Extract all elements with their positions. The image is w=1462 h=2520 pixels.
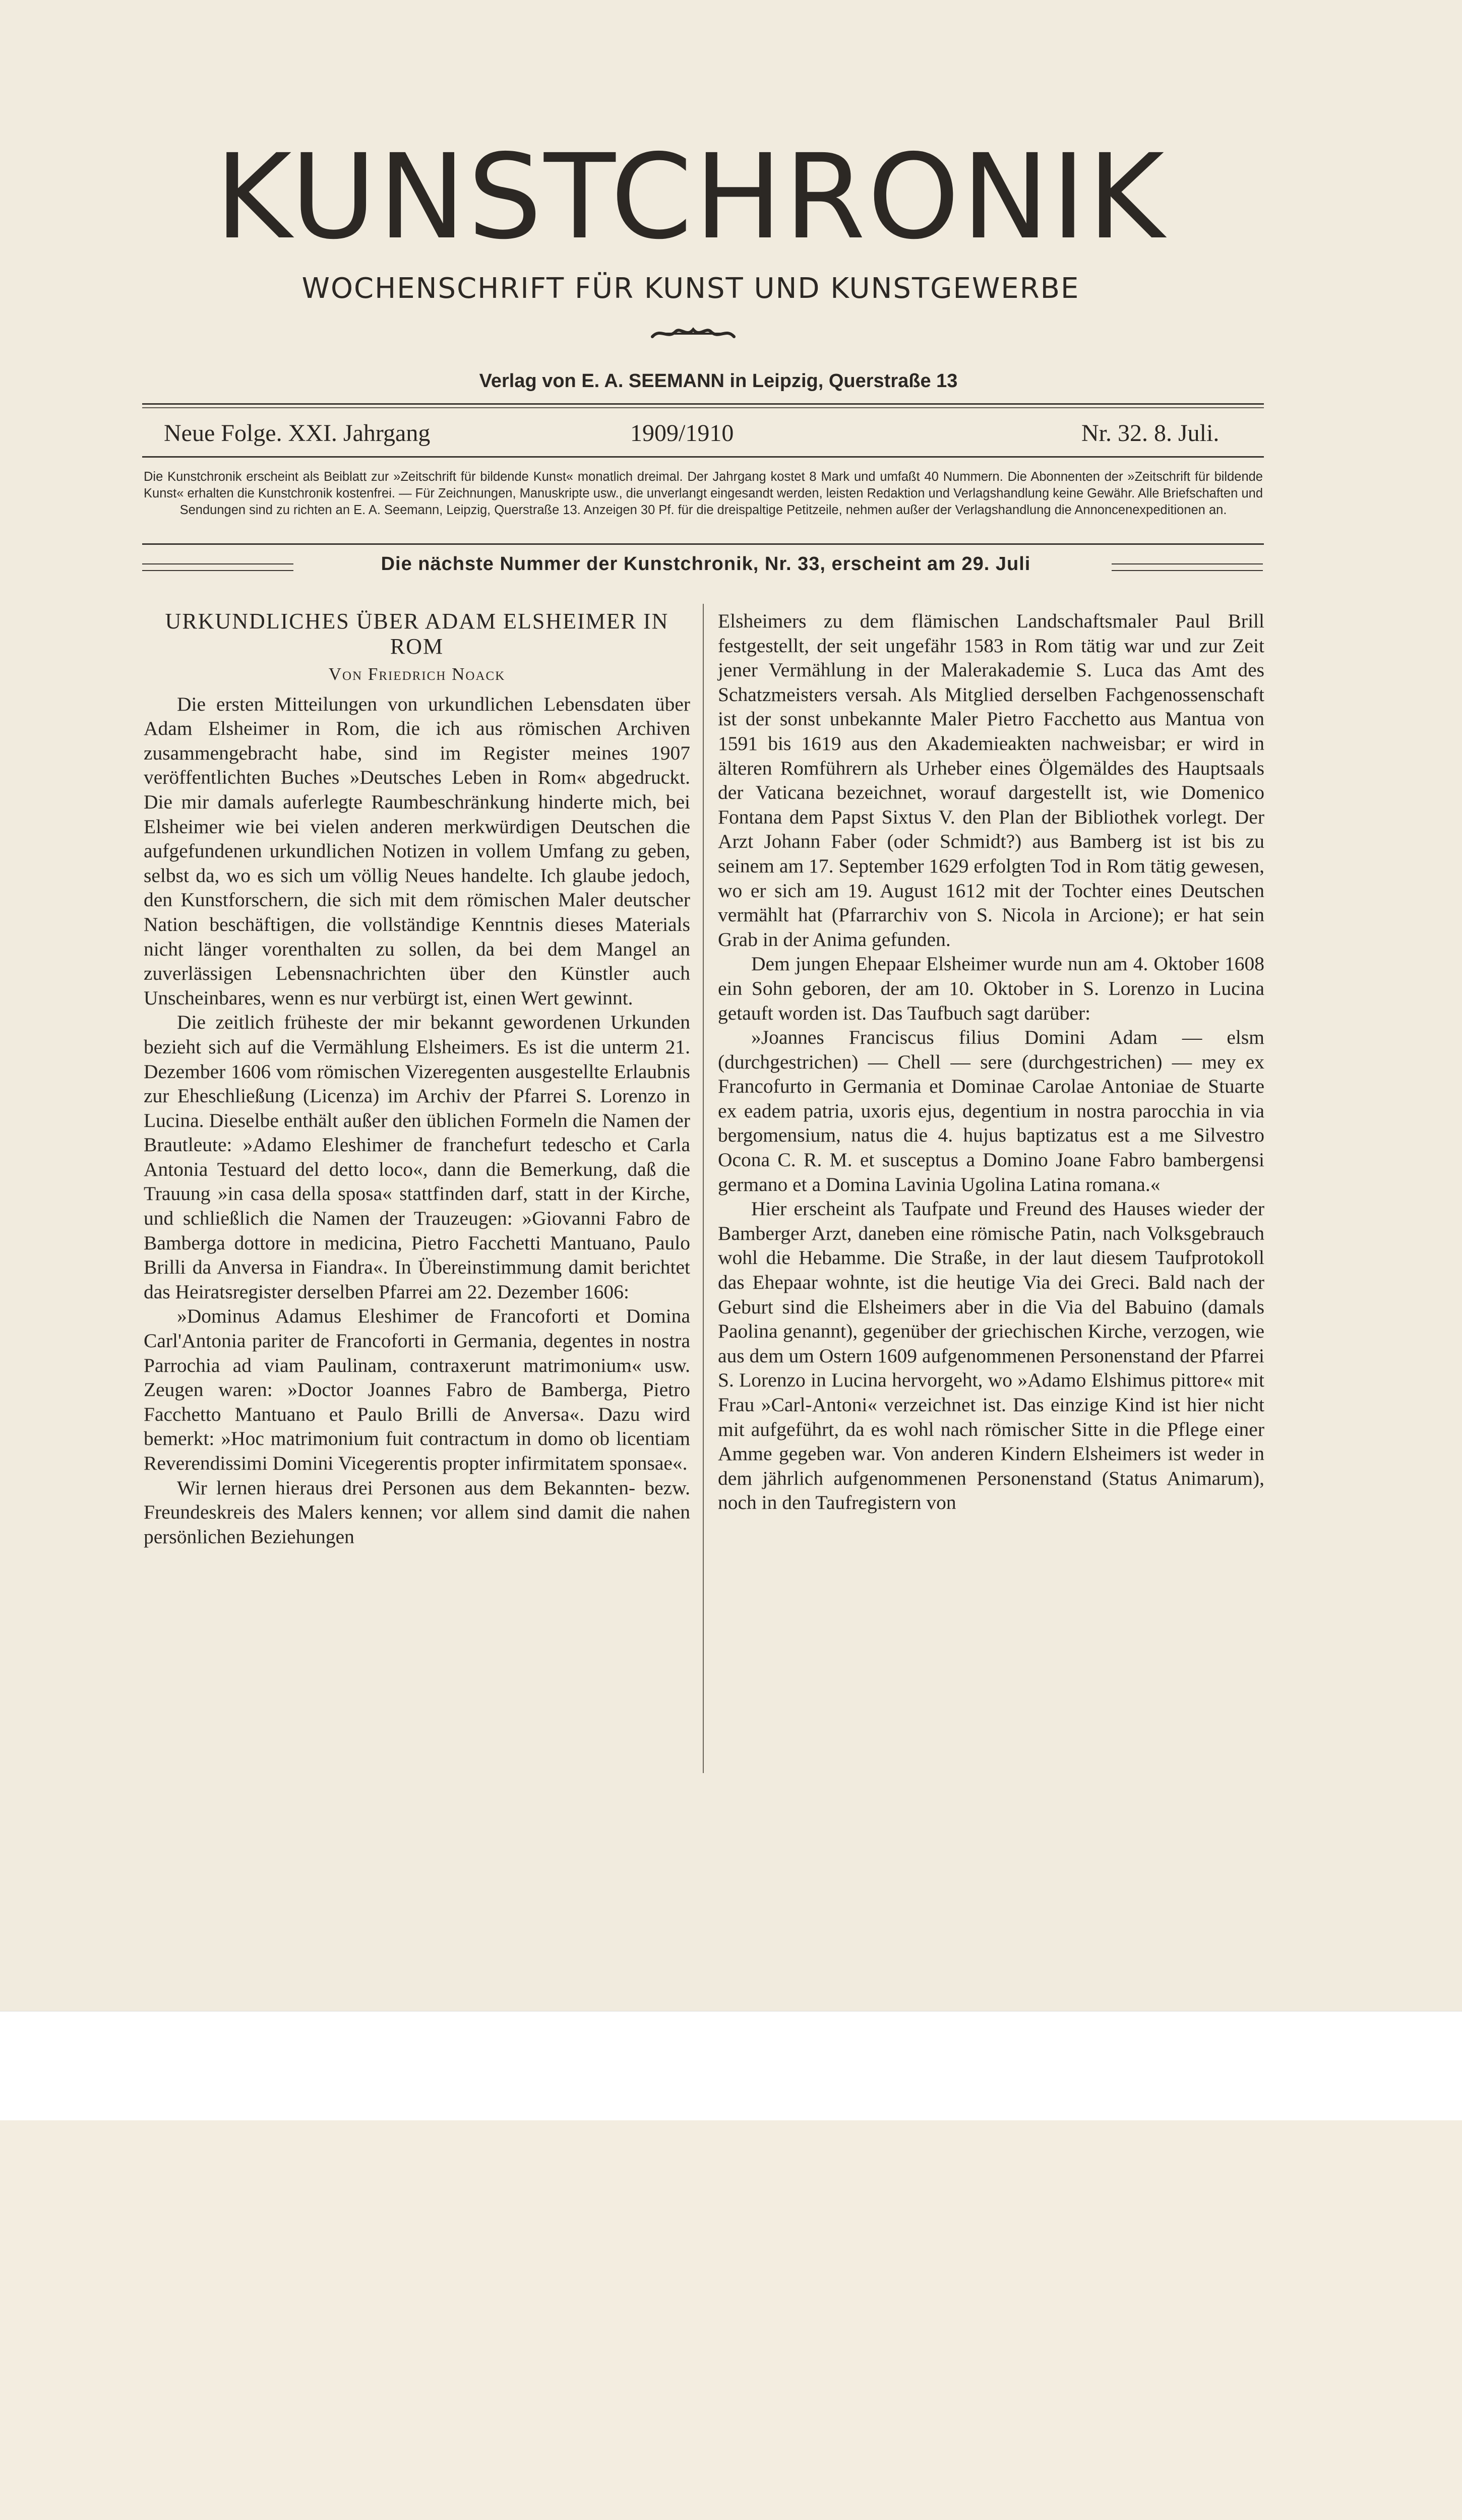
paragraph: Die ersten Mitteilungen von urkundlichen Lebensdaten über Adam Elsheimer in Rom, die ich aus römischen Archiven zusammengebracht habe, sind im Register meines 1907 veröffentlichten Buches »Deutsches Leben in Rom« abgedruckt. Die mir damals auferlegte Raumbeschränkung hinderte mich, bei Elsheimer wie bei vielen anderen merkwürdigen Deutschen die aufgefundenen urkundlichen Notizen in vollem Umfang zu geben, selbst da, wo es sich um völlig Neues handelte. Ich glaube jedoch, den Kunstforschern, die sich mit dem römischen Maler deutscher Nation beschäftigen, die vollständige Kenntnis dieses Materials nicht länger vorenthalten zu sollen, da bei dem Mangel an zuverlässigen Lebensnachrichten über den Künstler auch Unscheinbares, wenn es nur verbürgt ist, einen Wert gewinnt. [144, 692, 690, 1009]
notice-text: Die Kunstchronik erscheint als Beiblatt zur »Zeitschrift für bildende Kunst« monatlich dreimal. Der Jahrgang kostet 8 Mark und umfaßt 40 Nummern. Die Abonnenten der »Zeitschrift für bildende Kunst« erhalten die Kunstchronik kostenfrei. — Für Zeichnungen, Manuskripte usw., die unverlangt eingesandt werden, leisten Redaktion und Verlagshandlung keine Gewähr. Alle Briefschaften und Sendungen sind zu richten an E. A. Seemann, Leipzig, Querstraße 13. Anzeigen 30 Pf. für die dreispaltige Petitzeile, nehmen außer der Verlagshandlung die Annoncenexpeditionen an. [144, 470, 1263, 517]
issue-info-row [164, 419, 1273, 450]
issue-number: Nr. 32. 8. Juli. [1081, 420, 1220, 447]
publisher-line: Verlag von E. A. SEEMANN in Leipzig, Querstraße 13 [479, 370, 958, 392]
column-divider [703, 604, 704, 1773]
notice-rule [142, 543, 1264, 545]
paragraph: Elsheimers zu dem flämischen Landschaftsmaler Paul Brill festgestellt, der seit ungefähr 1583 in Rom tätig war und zur Zeit jener Vermählung in der Malerakademie S. Luca das Amt des Schatzmeisters versah. Als Mitglied derselben Fachgenossenschaft ist der sonst unbekannte Maler Pietro Facchetto aus Mantua von 1591 bis 1619 aus den Akademieakten nachweisbar; er wird in älteren Romführern als Urheber eines Ölgemäldes des Hauptsaals der Vaticana bezeichnet, worauf dargestellt ist, wie Domenico Fontana dem Papst Sixtus V. den Plan der Bibliothek vorlegt. Der Arzt Johann Faber (oder Schmidt?) aus Bamberg ist ist bis zu seinem am 17. September 1629 erfolgten Tod in Rom tätig gewesen, wo er sich am 19. August 1612 mit der Tochter eines Deutschen vermählt hat (Pfarrarchiv von S. Nicola in Arcione); er hat sein Grab in der Anima gefunden. [718, 610, 1264, 951]
ornament-icon [650, 323, 736, 343]
paragraph: »Dominus Adamus Eleshimer de Francoforti et Domina Carl'Antonia pariter de Francoforti in Germania, degentes in nostra Parrochia ad viam Paulinam, contraxerunt matrimonium« usw. Zeugen waren: »Doctor Joannes Fabro de Bamberga, Pietro Facchetto Mantuano et Paulo Brilli de Anversa«. Dazu wird bemerkt: »Hoc matrimonium fuit contractum in domo ob licentiam Reverendissimi Domini Vicegerentis propter infirmitatem sponsae«. [144, 1305, 690, 1474]
issue-year: 1909/1910 [630, 420, 734, 447]
paragraph: Wir lernen hieraus drei Personen aus dem Bekannten- bezw. Freundeskreis des Malers kennen; vor allem sind damit die nahen persönlichen Beziehungen [144, 1476, 690, 1548]
paragraph: Hier erscheint als Taufpate und Freund des Hauses wieder der Bamberger Arzt, daneben eine römische Patin, nach Volksgebrauch wohl die Hebamme. Die Straße, in der laut diesem Taufprotokoll das Ehepaar wohnte, ist die heutige Via dei Greci. Bald nach der Geburt sind die Elsheimers aber in die Via del Babuino (damals Paolina genannt), gegenüber der griechischen Kirche, verzogen, wie aus dem um Ostern 1609 aufgenommenen Personenstand der Pfarrei S. Lorenzo in Lucina hervorgeht, wo »Adamo Elshimus pittore« mit Frau »Carl-Antoni« verzeichnet ist. Das einzige Kind ist hier nicht mit aufgeführt, da es wohl nach römischer Sitte in die Pflege einer Amme gegeben war. Von anderen Kindern Elsheimers ist weder in dem jährlich aufgenommenen Personenstand (Status Animarum), noch in den Taufregistern von [718, 1198, 1264, 1514]
next-issue-announcement: Die nächste Nummer der Kunstchronik, Nr. 33, erscheint am 29. Juli [381, 553, 1031, 575]
header-rule-top-thin [142, 407, 1264, 408]
article-byline: Von Friedrich Noack [328, 664, 506, 684]
issue-series: Neue Folge. XXI. Jahrgang [164, 420, 431, 447]
article-title: URKUNDLICHES ÜBER ADAM ELSHEIMER IN ROM [165, 609, 669, 659]
subscription-notice [144, 469, 1263, 519]
paragraph: Die zeitlich früheste der mir bekannt gewordenen Urkunden bezieht sich auf die Vermählung Elsheimers. Es ist die unterm 21. Dezember 1606 vom römischen Vizeregenten ausgestellte Erlaubnis zur Eheschließung (Licenza) im Archiv der Pfarrei S. Lorenzo in Lucina. Dieselbe enthält außer den üblichen Formeln die Namen der Brautleute: »Adamo Eleshimer de franchefurt tedescho et Carla Antonia Testuard del detto loco«, dann die Bemerkung, daß die Trauung »in casa della sposa« stattfinden darf, statt in der Kirche, und schließlich die Namen der Trauzeugen: »Giovanni Fabro de Bamberga dottore in medicina, Pietro Facchetti Mantuano, Paulo Brilli da Anversa in Fiandra«. In Übereinstimmung damit berichtet das Heiratsregister derselben Pfarrei am 22. Dezember 1606: [144, 1011, 690, 1303]
next-issue-rule-left [142, 563, 293, 571]
header-rule-top [142, 403, 1264, 405]
article-column-left [144, 609, 690, 1549]
viewer-footer [0, 2011, 1462, 2120]
issue-rule [142, 456, 1264, 458]
paragraph: Dem jungen Ehepaar Elsheimer wurde nun am 4. Oktober 1608 ein Sohn geboren, der am 10. Oktober in S. Lorenzo in Lucina getauft worden ist. Das Taufbuch sagt darüber: [718, 953, 1264, 1024]
paragraph: »Joannes Franciscus filius Domini Adam — elsm (durchgestrichen) — Chell — sere (durchgestrichen) — mey ex Francofurto in Germania et Dominae Carolae Antoniae de Stuarte ex eadem patria, uxoris ejus, degentium in nostra parocchia in via bergomensium, natus die 4. hujus baptizatus est a me Silvestro Ocona C. R. M. et susceptus a Domino Joane Fabro bambergensi germano et a Domina Lavinia Ugolina Latina romana.« [718, 1026, 1264, 1195]
next-issue-rule-right [1112, 563, 1263, 571]
article-column-right [718, 609, 1264, 1515]
masthead-subtitle: WOCHENSCHRIFT FÜR KUNST UND KUNSTGEWERBE [301, 272, 1080, 305]
masthead-title: KUNSTCHRONIK [215, 129, 1167, 265]
